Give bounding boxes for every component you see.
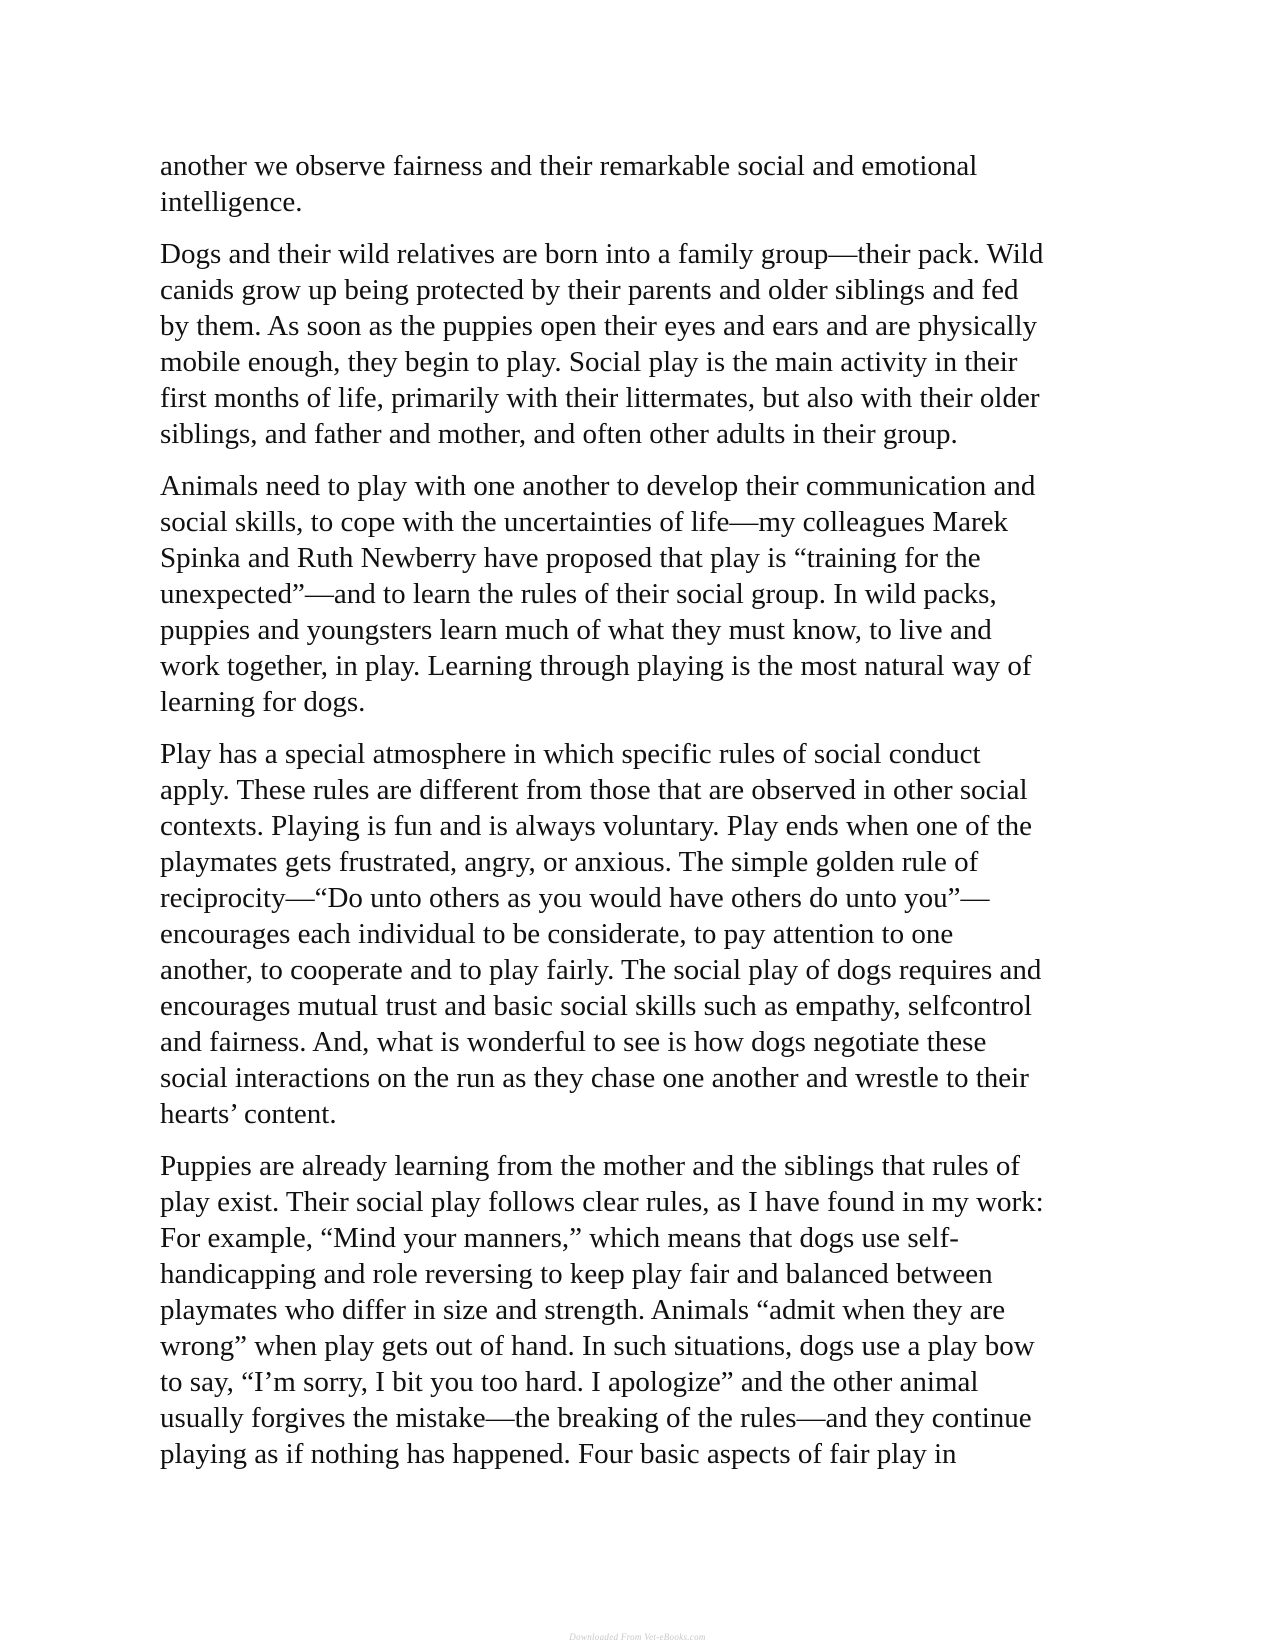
- text-line: hearts’ content.: [160, 1098, 337, 1130]
- text-line: contexts. Playing is fun and is always voluntary. Play ends when one of the: [160, 810, 1032, 842]
- paragraph-5: [160, 1148, 1125, 1472]
- download-watermark: Downloaded From Vet-eBooks.com: [569, 1632, 706, 1642]
- text-line: playmates gets frustrated, angry, or anxious. The simple golden rule of: [160, 846, 979, 878]
- text-line: handicapping and role reversing to keep play fair and balanced between: [160, 1258, 993, 1290]
- text-line: Spinka and Ruth Newberry have proposed that play is “training for the: [160, 542, 981, 574]
- text-line: by them. As soon as the puppies open their eyes and ears and are physically: [160, 310, 1038, 342]
- paragraph-1: [160, 148, 1125, 220]
- text-line: puppies and youngsters learn much of what they must know, to live and: [160, 614, 992, 646]
- text-line: wrong” when play gets out of hand. In such situations, dogs use a play bow: [160, 1330, 1035, 1362]
- text-line: playmates who differ in size and strength. Animals “admit when they are: [160, 1294, 1006, 1326]
- text-line: work together, in play. Learning through playing is the most natural way of: [160, 650, 1032, 682]
- text-line: usually forgives the mistake—the breaking of the rules—and they continue: [160, 1402, 1032, 1434]
- text-line: Play has a special atmosphere in which specific rules of social conduct: [160, 738, 981, 770]
- text-line: social skills, to cope with the uncertainties of life—my colleagues Marek: [160, 506, 1009, 538]
- text-line: apply. These rules are different from those that are observed in other social: [160, 774, 1028, 806]
- paragraph-4: [160, 736, 1125, 1132]
- text-line: to say, “I’m sorry, I bit you too hard. I apologize” and the other animal: [160, 1366, 979, 1398]
- text-line: reciprocity—“Do unto others as you would have others do unto you”—: [160, 882, 990, 914]
- text-line: Animals need to play with one another to develop their communication and: [160, 470, 1036, 502]
- text-line: another, to cooperate and to play fairly. The social play of dogs requires and: [160, 954, 1042, 986]
- paragraph-2: [160, 236, 1125, 452]
- text-line: For example, “Mind your manners,” which means that dogs use self-: [160, 1222, 959, 1254]
- text-line: first months of life, primarily with their littermates, but also with their older: [160, 382, 1040, 414]
- text-line: and fairness. And, what is wonderful to see is how dogs negotiate these: [160, 1026, 987, 1058]
- text-line: playing as if nothing has happened. Four basic aspects of fair play in: [160, 1438, 957, 1470]
- text-line: learning for dogs.: [160, 686, 366, 718]
- text-line: social interactions on the run as they chase one another and wrestle to their: [160, 1062, 1029, 1094]
- text-line: Puppies are already learning from the mother and the siblings that rules of: [160, 1150, 1021, 1182]
- text-line: unexpected”—and to learn the rules of their social group. In wild packs,: [160, 578, 997, 610]
- text-line: siblings, and father and mother, and often other adults in their group.: [160, 418, 958, 450]
- text-line: canids grow up being protected by their parents and older siblings and fed: [160, 274, 1019, 306]
- text-line: Dogs and their wild relatives are born into a family group—their pack. Wild: [160, 238, 1044, 270]
- paragraph-3: [160, 468, 1125, 720]
- text-line: encourages each individual to be considerate, to pay attention to one: [160, 918, 954, 950]
- text-line: another we observe fairness and their remarkable social and emotional: [160, 150, 978, 182]
- text-line: play exist. Their social play follows clear rules, as I have found in my work:: [160, 1186, 1044, 1218]
- text-line: encourages mutual trust and basic social skills such as empathy, selfcontrol: [160, 990, 1032, 1022]
- text-line: mobile enough, they begin to play. Social play is the main activity in their: [160, 346, 1018, 378]
- page-body: [160, 148, 1125, 1488]
- text-line: intelligence.: [160, 186, 303, 218]
